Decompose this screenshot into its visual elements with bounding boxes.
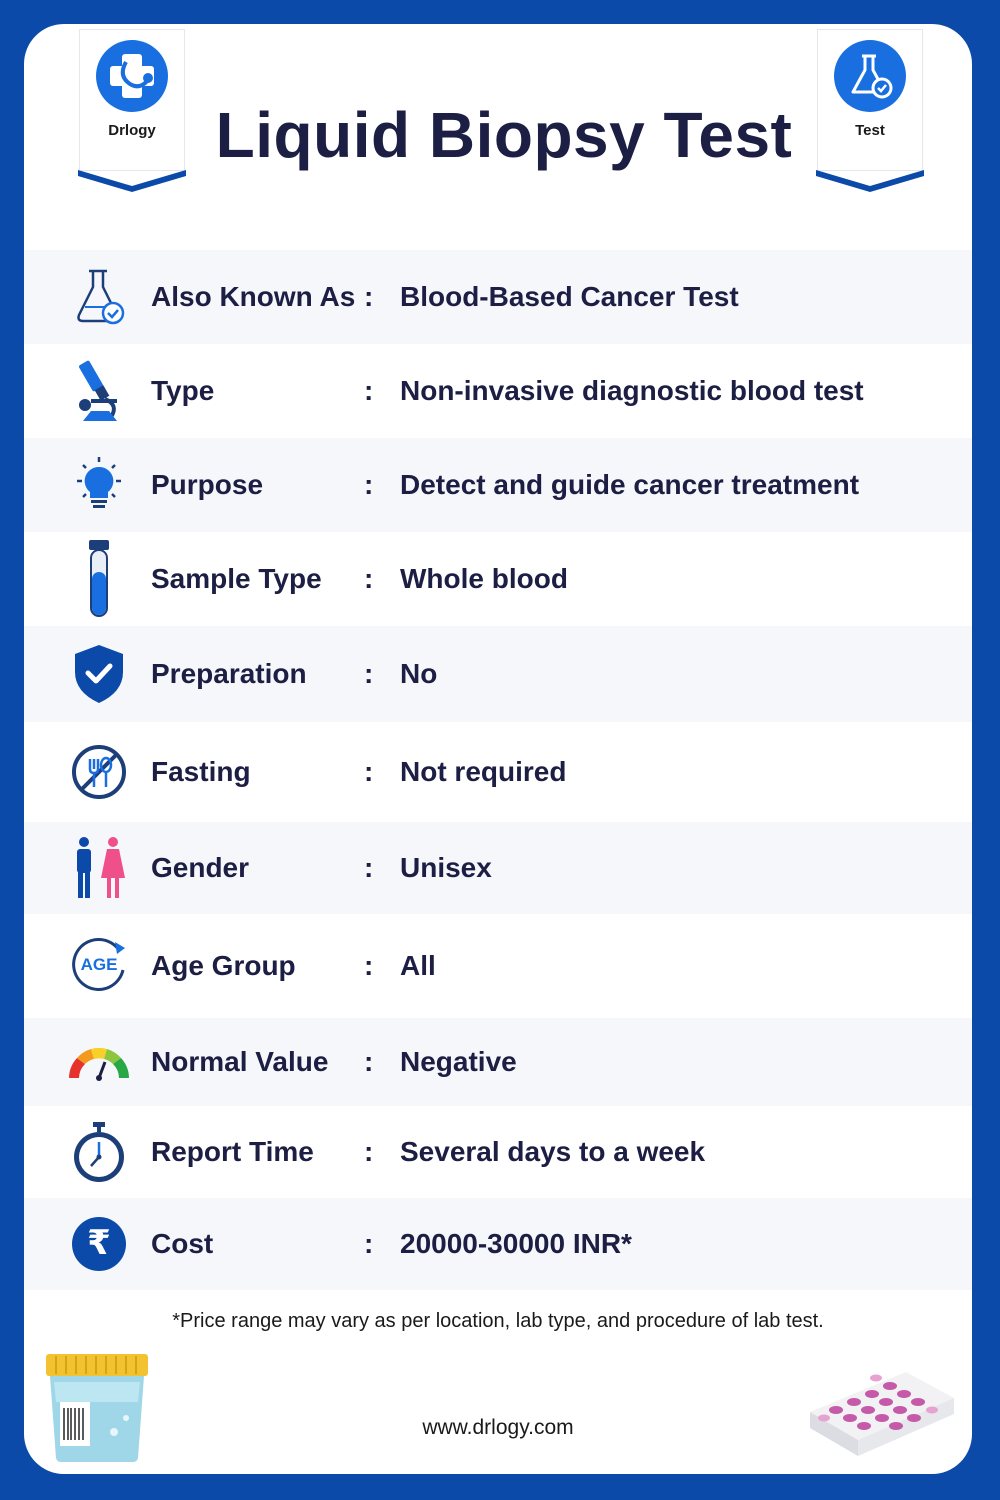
lightbulb-icon bbox=[64, 450, 134, 520]
test-label: Test bbox=[855, 122, 885, 139]
row-cost bbox=[24, 1198, 972, 1290]
test-badge bbox=[818, 30, 922, 170]
flask-check-icon bbox=[834, 40, 906, 112]
stopwatch-icon bbox=[64, 1117, 134, 1187]
row-preparation bbox=[24, 626, 972, 722]
badge-ribbon bbox=[78, 170, 186, 200]
row-value: Not required bbox=[400, 756, 567, 787]
row-label: Also Known As bbox=[151, 281, 356, 312]
row-colon: : bbox=[364, 563, 374, 594]
row-also-known-as bbox=[24, 250, 972, 344]
drlogy-label: Drlogy bbox=[108, 122, 156, 139]
row-label: Cost bbox=[151, 1228, 214, 1259]
page-title: Liquid Biopsy Test bbox=[215, 99, 793, 171]
row-label: Purpose bbox=[151, 469, 264, 500]
no-eating-icon bbox=[64, 737, 134, 807]
row-value: Whole blood bbox=[400, 563, 568, 594]
badge-ribbon bbox=[816, 170, 924, 200]
row-report-time bbox=[24, 1106, 972, 1198]
row-gender bbox=[24, 822, 972, 914]
row-colon: : bbox=[364, 1136, 374, 1167]
website-link[interactable]: www.drlogy.com bbox=[422, 1416, 574, 1439]
row-value: Blood-Based Cancer Test bbox=[400, 281, 739, 312]
flask-check-icon bbox=[64, 262, 134, 332]
row-colon: : bbox=[364, 1046, 374, 1077]
info-card bbox=[24, 24, 972, 1474]
row-colon: : bbox=[364, 658, 374, 689]
row-value: Several days to a week bbox=[400, 1136, 706, 1167]
row-colon: : bbox=[364, 852, 374, 883]
age-icon bbox=[64, 931, 134, 1001]
price-footnote: *Price range may vary as per location, lab type, and procedure of lab test. bbox=[172, 1310, 824, 1332]
row-colon: : bbox=[364, 375, 374, 406]
gauge-icon bbox=[64, 1027, 134, 1097]
drlogy-badge bbox=[80, 30, 184, 170]
row-sample-type bbox=[24, 532, 972, 626]
row-colon: : bbox=[364, 1228, 374, 1259]
row-label: Fasting bbox=[151, 756, 251, 787]
row-value: Detect and guide cancer treatment bbox=[400, 469, 860, 500]
doctor-stethoscope-icon bbox=[96, 40, 168, 112]
row-normal-value bbox=[24, 1018, 972, 1106]
row-type bbox=[24, 344, 972, 438]
row-colon: : bbox=[364, 281, 374, 312]
age-icon-text: AGE bbox=[80, 955, 118, 974]
row-label: Age Group bbox=[151, 950, 296, 981]
row-value: Negative bbox=[400, 1046, 517, 1077]
shield-check-icon bbox=[64, 639, 134, 709]
specimen-jar-icon bbox=[44, 1352, 154, 1464]
row-colon: : bbox=[364, 756, 374, 787]
row-value: All bbox=[400, 950, 436, 981]
row-label: Type bbox=[151, 375, 215, 406]
rupee-icon bbox=[64, 1209, 134, 1279]
row-value: Non-invasive diagnostic blood test bbox=[400, 375, 864, 406]
info-table bbox=[24, 250, 972, 1290]
row-label: Report Time bbox=[151, 1136, 314, 1167]
sample-slide-icon bbox=[806, 1352, 956, 1462]
row-colon: : bbox=[364, 469, 374, 500]
row-value: Unisex bbox=[400, 852, 492, 883]
row-purpose bbox=[24, 438, 972, 532]
row-age-group bbox=[24, 914, 972, 1018]
microscope-icon bbox=[64, 356, 134, 426]
male-female-icon bbox=[64, 833, 134, 903]
rupee-symbol: ₹ bbox=[87, 1223, 111, 1263]
row-label: Sample Type bbox=[151, 563, 322, 594]
row-label: Preparation bbox=[151, 658, 307, 689]
row-colon: : bbox=[364, 950, 374, 981]
row-label: Gender bbox=[151, 852, 250, 883]
test-tube-icon bbox=[64, 544, 134, 614]
row-value: No bbox=[400, 658, 438, 689]
row-value: 20000-30000 INR* bbox=[400, 1228, 632, 1259]
row-fasting bbox=[24, 722, 972, 822]
row-label: Normal Value bbox=[151, 1046, 329, 1077]
